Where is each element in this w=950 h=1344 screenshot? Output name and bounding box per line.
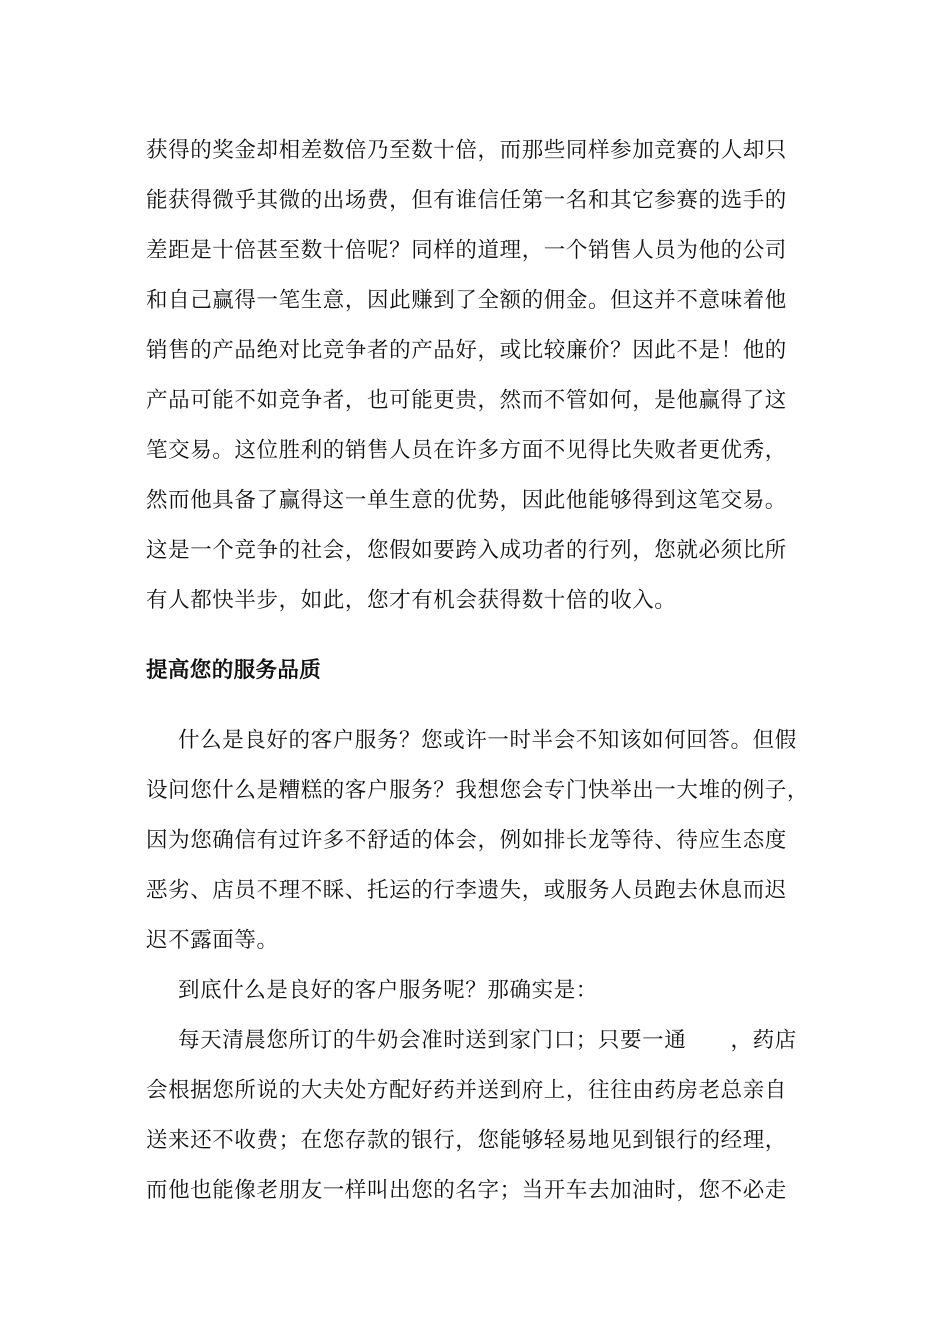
paragraph-line: 然而他具备了赢得这一单生意的优势，因此他能够得到这笔交易。 bbox=[146, 488, 787, 513]
paragraph-line: 迟不露面等。 bbox=[146, 928, 279, 953]
paragraph-line: 什么是良好的客户服务？您或许一时半会不知该如何回答。但假 bbox=[178, 728, 797, 753]
paragraph-line: 有人都快半步，如此，您才有机会获得数十倍的收入。 bbox=[146, 588, 677, 613]
paragraph-line: 差距是十倍甚至数十倍呢？同样的道理，一个销售人员为他的公司 bbox=[146, 238, 787, 263]
paragraph-line: 因为您确信有过许多不舒适的体会，例如排长龙等待、待应生态度 bbox=[146, 828, 787, 853]
paragraph-line: 而他也能像老朋友一样叫出您的名字；当开车去加油时，您不必走 bbox=[146, 1178, 787, 1203]
paragraph-line: 获得的奖金却相差数倍乃至数十倍，而那些同样参加竞赛的人却只 bbox=[146, 138, 787, 163]
section-heading: 提高您的服务品质 bbox=[146, 658, 322, 683]
paragraph-line: 到底什么是良好的客户服务呢？那确实是： bbox=[178, 978, 598, 1003]
paragraph-line: 送来还不收费；在您存款的银行，您能够轻易地见到银行的经理， bbox=[146, 1128, 787, 1153]
paragraph-line: 每天清晨您所订的牛奶会准时送到家门口；只要一通 ，药店 bbox=[178, 1028, 797, 1053]
paragraph-line: 恶劣、店员不理不睬、托运的行李遗失，或服务人员跑去休息而迟 bbox=[146, 878, 787, 903]
paragraph-line: 会根据您所说的大夫处方配好药并送到府上，往往由药房老总亲自 bbox=[146, 1078, 787, 1103]
paragraph-line: 产品可能不如竞争者，也可能更贵，然而不管如何，是他赢得了这 bbox=[146, 388, 787, 413]
paragraph-line: 设问您什么是糟糕的客户服务？我想您会专门快举出一大堆的例子， bbox=[146, 778, 810, 803]
paragraph-line: 这是一个竞争的社会，您假如要跨入成功者的行列，您就必须比所 bbox=[146, 538, 787, 563]
paragraph-line: 和自己赢得一笔生意，因此赚到了全额的佣金。但这并不意味着他 bbox=[146, 288, 787, 313]
paragraph-line: 销售的产品绝对比竞争者的产品好，或比较廉价？因此不是！他的 bbox=[146, 338, 787, 363]
paragraph-line: 笔交易。这位胜利的销售人员在许多方面不见得比失败者更优秀， bbox=[146, 438, 787, 463]
paragraph-line: 能获得微乎其微的出场费，但有谁信任第一名和其它参赛的选手的 bbox=[146, 188, 787, 213]
